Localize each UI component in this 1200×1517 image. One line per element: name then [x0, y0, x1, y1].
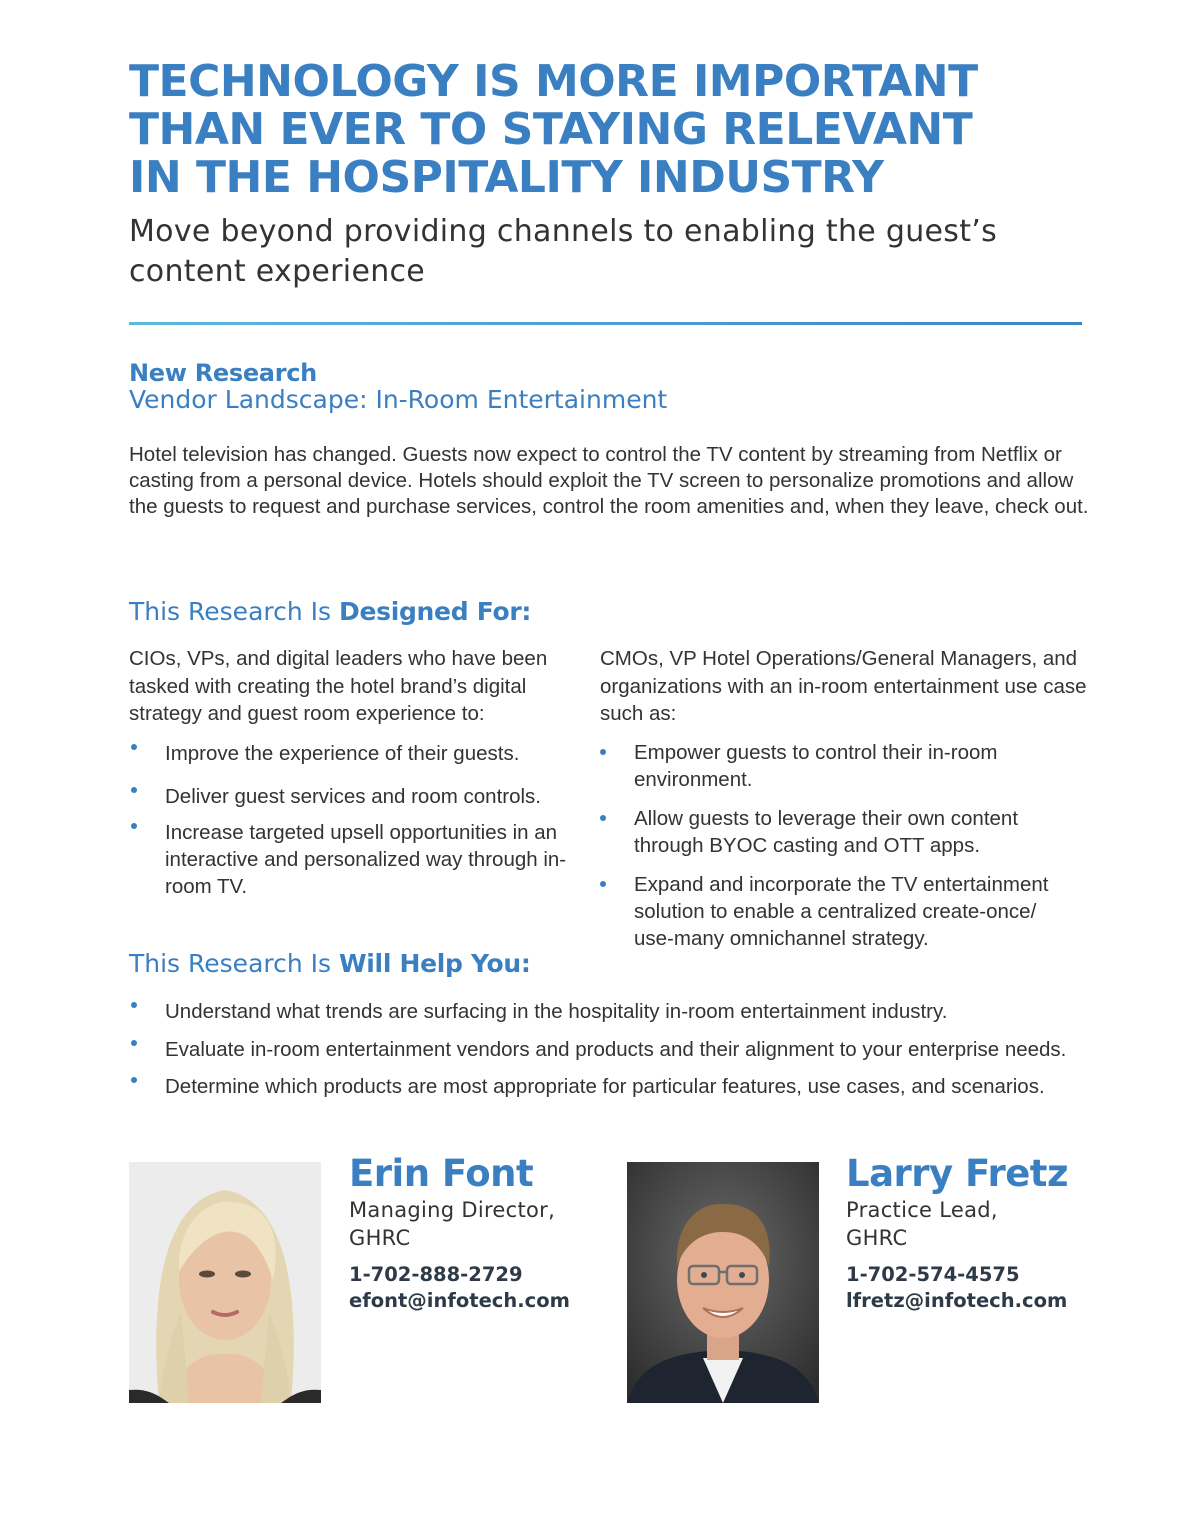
will-help-list — [129, 998, 1099, 1100]
headline-line-3: IN THE HOSPITALITY INDUSTRY — [129, 152, 884, 203]
contact-name: Erin Font — [349, 1152, 534, 1195]
contact-title — [846, 1196, 998, 1252]
contact-title-line-1: Practice Lead, — [846, 1198, 998, 1222]
contact-title-line-2: GHRC — [846, 1226, 908, 1250]
research-title: Vendor Landscape: In-Room Entertainment — [129, 385, 668, 414]
page-subheadline: Move beyond providing channels to enabling the guest’s content experience — [129, 214, 998, 289]
headline-line-1: TECHNOLOGY IS MORE IMPORTANT — [129, 56, 978, 107]
contact-email-link[interactable]: lfretz@infotech.com — [846, 1289, 1068, 1312]
header-divider — [129, 322, 1082, 325]
list-item: Allow guests to leverage their own content through BYOC casting and OTT apps. — [600, 805, 1050, 859]
contact-email-link[interactable]: efont@infotech.com — [349, 1289, 570, 1312]
headline-line-2: THAN EVER TO STAYING RELEVANT — [129, 104, 973, 155]
will-help-heading-bold: Will Help You: — [339, 949, 531, 978]
designed-for-heading — [129, 597, 531, 626]
contact-title — [349, 1196, 555, 1252]
list-item: Evaluate in-room entertainment vendors and products and their alignment to your enterprise needs. — [129, 1036, 1099, 1063]
list-item: Deliver guest services and room controls. — [129, 783, 569, 810]
contact-name: Larry Fretz — [846, 1152, 1069, 1195]
list-item: Expand and incorporate the TV entertainment solution to enable a centralized create-once/ use-many omnichannel strategy. — [600, 871, 1050, 952]
designed-for-left-intro: CIOs, VPs, and digital leaders who have been tasked with creating the hotel brand’s digital strategy and guest room experience to: — [129, 647, 548, 725]
list-item: Empower guests to control their in-room environment. — [600, 739, 1050, 793]
will-help-heading — [129, 949, 531, 978]
research-kicker: New Research — [129, 359, 317, 387]
designed-for-left-list — [129, 740, 569, 900]
designed-for-right-list — [600, 739, 1050, 952]
contact-phone[interactable]: 1-702-574-4575 — [846, 1263, 1020, 1286]
larry-fretz-photo — [627, 1162, 819, 1403]
contact-phone[interactable]: 1-702-888-2729 — [349, 1263, 523, 1286]
contact-title-line-2: GHRC — [349, 1226, 411, 1250]
designed-for-heading-light: This Research Is — [129, 597, 339, 626]
page-headline — [129, 58, 1089, 202]
list-item: Improve the experience of their guests. — [129, 740, 569, 767]
list-item: Increase targeted upsell opportunities in an interactive and personalized way through in-room TV. — [129, 819, 569, 900]
list-item: Understand what trends are surfacing in the hospitality in-room entertainment industry. — [129, 998, 1099, 1025]
designed-for-right-intro: CMOs, VP Hotel Operations/General Managers, and organizations with an in-room entertainment use case such as: — [600, 647, 1087, 725]
erin-font-photo — [129, 1162, 321, 1403]
list-item: Determine which products are most appropriate for particular features, use cases, and scenarios. — [129, 1073, 1099, 1100]
designed-for-heading-bold: Designed For: — [339, 597, 532, 626]
intro-paragraph: Hotel television has changed. Guests now expect to control the TV content by streaming from Netflix or casting from a personal device. Hotels should exploit the TV screen to personalize promotions and allow the guests to request and purchase services, control the room amenities and, when they leave, check out. — [129, 443, 1089, 518]
contact-title-line-1: Managing Director, — [349, 1198, 556, 1222]
will-help-heading-light: This Research Is — [129, 949, 339, 978]
